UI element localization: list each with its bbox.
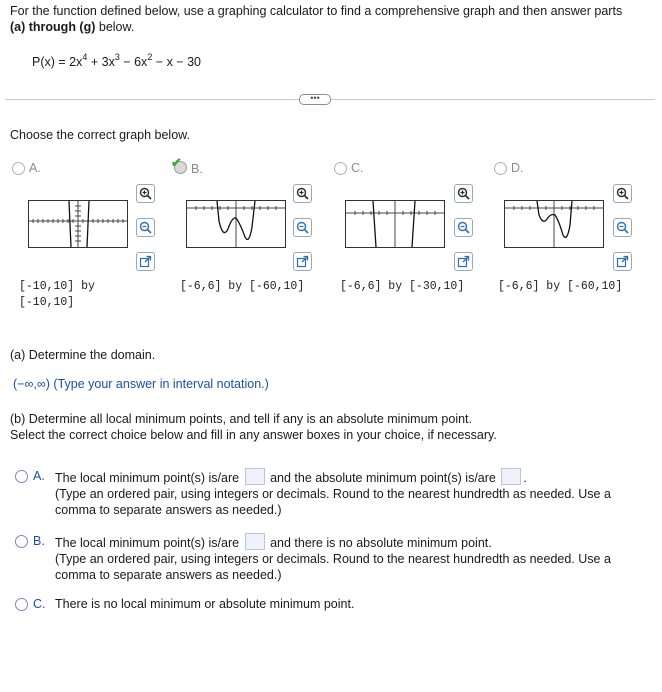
popout-icon [139, 255, 152, 268]
function-exp-3: 2 [147, 52, 153, 62]
graph-d-range: [-6,6] by [-60,10] [498, 280, 623, 293]
option-c-letter: C. [351, 161, 364, 175]
graph-c-range: [-6,6] by [-30,10] [340, 280, 465, 293]
choice-c[interactable] [35, 596, 645, 612]
choice-b-text2: and there is no absolute minimum point. [270, 536, 492, 550]
part-b-instruction: Select the correct choice below and fill in any answer boxes in your choice, if necessary. [10, 428, 497, 442]
zoom-out-icon [457, 221, 470, 234]
choice-b[interactable] [35, 533, 645, 583]
graph-option-c[interactable] [334, 161, 364, 175]
choice-a-text2: and the absolute minimum point(s) is/are [270, 471, 496, 485]
function-term-1: P(x) = 2x [32, 55, 83, 69]
zoom-out-icon [616, 221, 629, 234]
graph-a-range-line2: [-10,10] [19, 296, 75, 309]
option-d-letter: D. [511, 161, 524, 175]
choice-c-radio[interactable] [15, 598, 28, 611]
choose-graph-prompt: Choose the correct graph below. [10, 128, 190, 142]
zoom-out-icon [139, 221, 152, 234]
choice-a-letter: A. [33, 469, 45, 483]
function-definition [32, 52, 201, 69]
popout-icon [457, 255, 470, 268]
choice-c-letter: C. [33, 597, 46, 611]
zoom-out-icon [296, 221, 309, 234]
zoom-in-icon [457, 187, 470, 200]
option-b-letter: B. [191, 162, 203, 176]
zoom-in-button-c[interactable] [454, 184, 473, 203]
popout-button-a[interactable] [136, 252, 155, 271]
popout-button-c[interactable] [454, 252, 473, 271]
instructions [10, 3, 655, 35]
zoom-out-button-d[interactable] [613, 218, 632, 237]
graph-b[interactable] [186, 200, 286, 248]
part-b-question-text: (b) Determine all local minimum points, and tell if any is an absolute minimum point. [10, 412, 472, 426]
graph-c[interactable] [345, 200, 445, 248]
choice-b-note: (Type an ordered pair, using integers or decimals. Round to the nearest hundredth as needed. Use a comma to separate answers as needed.) [55, 552, 611, 582]
choice-a-text3: . [523, 471, 527, 485]
function-term-3: − 6x [119, 55, 148, 69]
choice-a-note: (Type an ordered pair, using integers or decimals. Round to the nearest hundredth as needed. Use a comma to separate answers as needed.) [55, 487, 611, 517]
domain-hint: (Type your answer in interval notation.) [49, 377, 269, 391]
expand-button[interactable]: ••• [299, 94, 331, 105]
choice-a[interactable] [35, 468, 645, 518]
graph-b-range: [-6,6] by [-60,10] [180, 280, 305, 293]
local-min-input-a[interactable] [245, 468, 265, 485]
intro-text: For the function defined below, use a graphing calculator to find a comprehensive graph and then answer parts [10, 4, 623, 18]
check-icon: ✔ [171, 155, 182, 170]
zoom-in-icon [616, 187, 629, 200]
graph-b-plot [187, 201, 285, 247]
choice-c-text1: There is no local minimum or absolute minimum point. [55, 597, 355, 611]
intro-parts: (a) through (g) [10, 20, 96, 34]
zoom-out-button-c[interactable] [454, 218, 473, 237]
zoom-out-button-b[interactable] [293, 218, 312, 237]
part-a-question: (a) Determine the domain. [10, 348, 156, 362]
choice-b-letter: B. [33, 534, 45, 548]
zoom-out-button-a[interactable] [136, 218, 155, 237]
popout-button-d[interactable] [613, 252, 632, 271]
local-min-input-b[interactable] [245, 533, 265, 550]
graph-d[interactable] [504, 200, 604, 248]
popout-button-b[interactable] [293, 252, 312, 271]
zoom-in-icon [139, 187, 152, 200]
part-a-answer [13, 377, 269, 391]
radio-d[interactable] [494, 162, 507, 175]
absolute-min-input-a[interactable] [501, 468, 521, 485]
graph-a[interactable] [28, 200, 128, 248]
choice-a-radio[interactable] [15, 470, 28, 483]
zoom-in-button-b[interactable] [293, 184, 312, 203]
part-b-question [10, 411, 497, 443]
graph-c-plot [346, 201, 444, 247]
choice-a-text1: The local minimum point(s) is/are [55, 471, 240, 485]
intro-below: below. [95, 20, 135, 34]
function-exp-2: 3 [114, 52, 120, 62]
zoom-in-button-a[interactable] [136, 184, 155, 203]
radio-a[interactable] [12, 162, 25, 175]
graph-option-a[interactable] [12, 161, 41, 175]
function-exp-1: 4 [82, 52, 88, 62]
graph-a-range-line1: [-10,10] by [19, 280, 95, 293]
choice-b-text1: The local minimum point(s) is/are [55, 536, 240, 550]
graph-a-range [19, 279, 95, 311]
popout-icon [616, 255, 629, 268]
function-term-4: − x − 30 [152, 55, 201, 69]
zoom-in-icon [296, 187, 309, 200]
function-term-2: + 3x [87, 55, 115, 69]
domain-answer: (−∞,∞) [13, 377, 50, 391]
graph-d-plot [505, 201, 603, 247]
option-a-letter: A. [29, 161, 41, 175]
popout-icon [296, 255, 309, 268]
graph-a-plot [29, 201, 127, 247]
graph-option-b[interactable] [171, 155, 203, 177]
zoom-in-button-d[interactable] [613, 184, 632, 203]
radio-c[interactable] [334, 162, 347, 175]
graph-option-d[interactable] [494, 161, 524, 175]
choice-b-radio[interactable] [15, 535, 28, 548]
